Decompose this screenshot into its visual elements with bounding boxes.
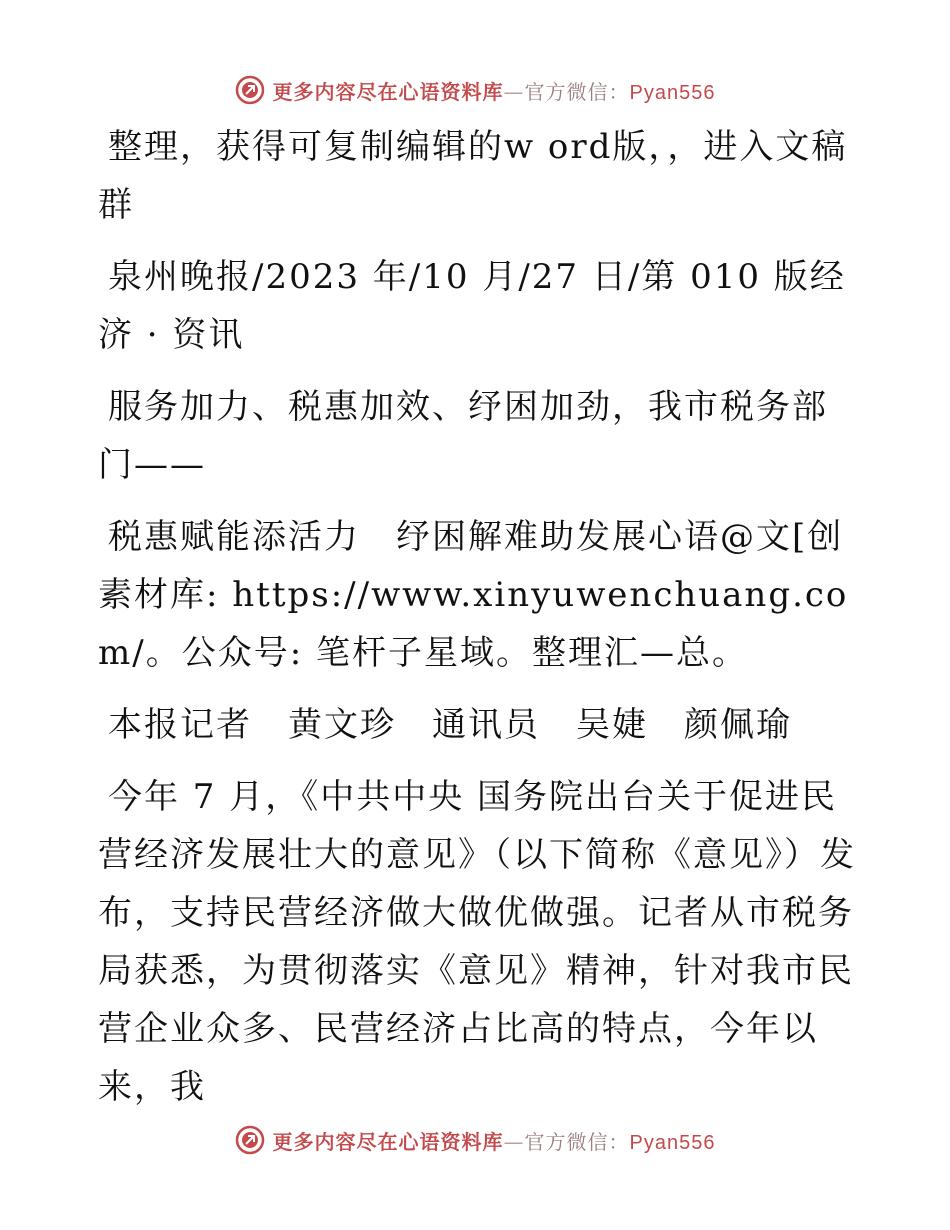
banner-title: 更多内容尽在心语资料库: [272, 79, 504, 104]
banner-colon: ：: [608, 79, 630, 104]
banner-dash: —: [503, 79, 525, 104]
paragraph-source: 泉州晚报/2023 年/10 月/27 日/第 010 版经济 · 资讯: [98, 257, 846, 355]
banner-title: 更多内容尽在心语资料库: [272, 1129, 504, 1154]
seal-logo-icon: [235, 75, 265, 105]
paragraph-intro: 整理，获得可复制编辑的w ord版，，进入文稿群: [98, 127, 848, 225]
paragraph-byline: 本报记者 黄文珍 通讯员 吴婕 颜佩瑜: [108, 705, 792, 745]
header-banner: [0, 70, 950, 110]
paragraph-headline: 税惠赋能添活力 纾困解难助发展心语@文[创素材库: https://www.xinyuwenchuang.com/。公众号: 笔杆子星域。整理汇—总。: [98, 517, 849, 673]
banner-wechat-id: Pyan556: [629, 81, 716, 104]
paragraph-kicker: 服务加力、税惠加效、纾困加劲，我市税务部门——: [98, 387, 828, 485]
document-body: [98, 118, 858, 1130]
banner-wechat-label: 官方微信: [524, 79, 609, 104]
footer-banner: [0, 1120, 950, 1160]
banner-dash: —: [503, 1129, 525, 1154]
banner-wechat-label: 官方微信: [524, 1129, 609, 1154]
seal-logo-icon: [235, 1125, 265, 1155]
banner-colon: ：: [608, 1129, 630, 1154]
paragraph-body: 今年 7 月，《中共中央 国务院出台关于促进民营经济发展壮大的意见》（以下简称《意见》）发布，支持民营经济做大做优做强。记者从市税务局获悉，为贯彻落实《意见》精神，针对我市民营企业众多、民营经济占比高的特点，今年以来，我: [98, 777, 856, 1107]
banner-wechat-id: Pyan556: [629, 1131, 716, 1154]
